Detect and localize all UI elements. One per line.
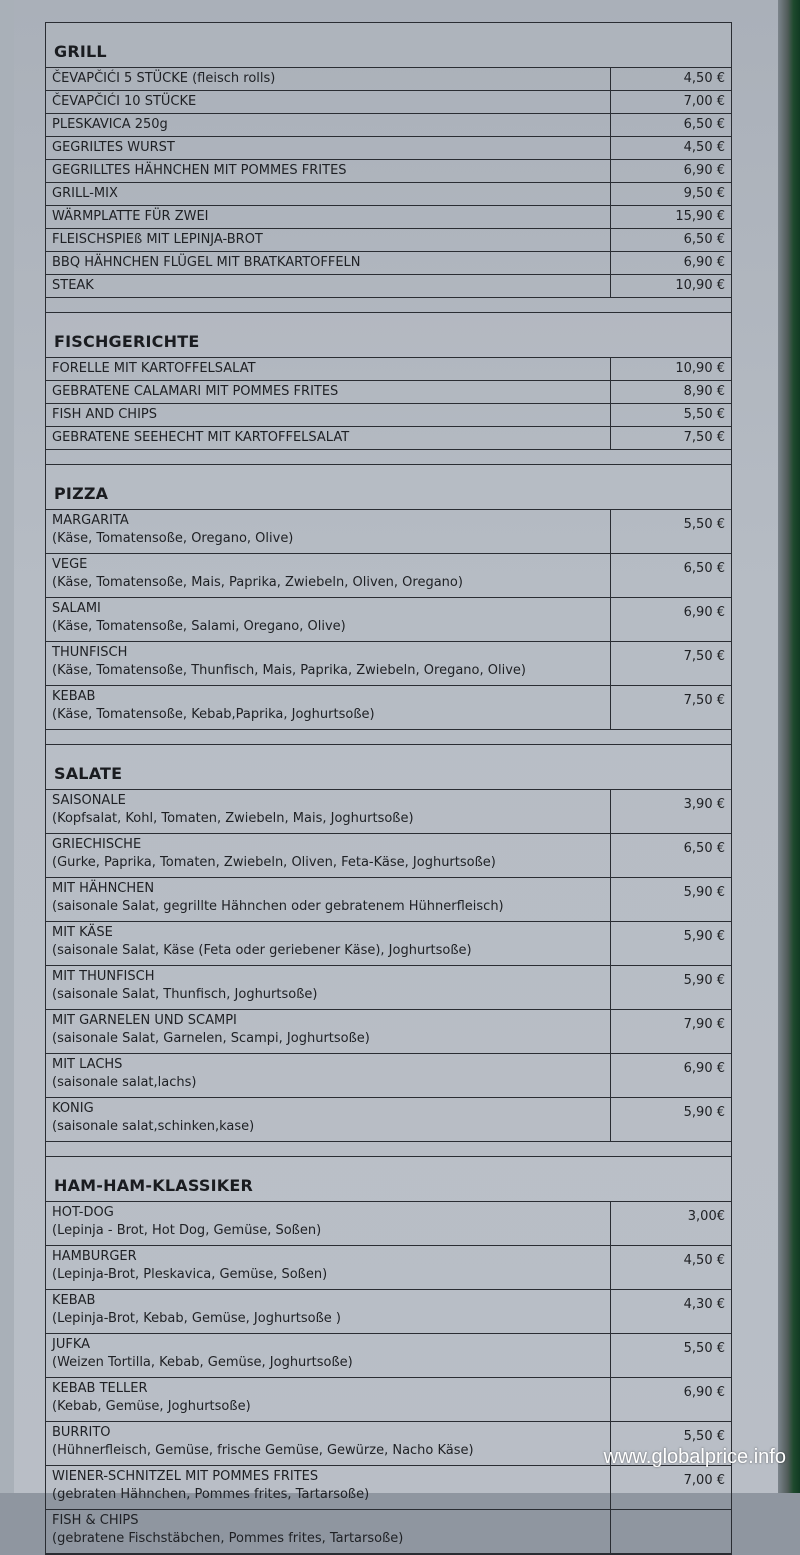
menu-item-name: FISH AND CHIPS [52, 407, 158, 422]
menu-item-price: 7,90 € [683, 1017, 725, 1032]
menu-item-price: 5,90 € [683, 973, 725, 988]
menu-item-description: (Käse, Tomatensoße, Mais, Paprika, Zwiebeln, Oliven, Oregano) [52, 575, 463, 590]
menu-item-price: 6,50 € [683, 561, 725, 576]
menu-item-description: (Lepinja-Brot, Kebab, Gemüse, Joghurtsoße ) [52, 1311, 341, 1326]
menu-item-row [46, 1466, 731, 1510]
menu-item-name: FORELLE MIT KARTOFFELSALAT [52, 361, 256, 376]
menu-item-name: BURRITO [52, 1425, 111, 1440]
menu-item-name: ČEVAPČIĆI 10 STÜCKE [52, 94, 197, 109]
menu-item-name: HAMBURGER [52, 1249, 137, 1264]
menu-item-price: 7,00 € [683, 94, 725, 109]
menu-item-row [46, 381, 731, 404]
menu-item-price: 7,50 € [683, 693, 725, 708]
menu-item-row [46, 404, 731, 427]
watermark: www.globalprice.info [603, 1446, 786, 1468]
menu-item-price: 5,90 € [683, 929, 725, 944]
menu-item-row [46, 1054, 731, 1098]
menu-item-name-cell [46, 1510, 611, 1553]
menu-item-description: (Lepinja-Brot, Pleskavica, Gemüse, Soßen) [52, 1267, 328, 1282]
menu-item-row [46, 642, 731, 686]
menu-item-name: GRILL-MIX [52, 186, 118, 201]
menu-item-row [46, 68, 731, 91]
menu-item-name: KONIG [52, 1101, 94, 1116]
menu-item-description: (Kebab, Gemüse, Joghurtsoße) [52, 1399, 251, 1414]
menu-item-description: (saisonale salat,schinken,kase) [52, 1119, 255, 1134]
menu-item-price: 7,50 € [683, 430, 725, 445]
section-title: HAM-HAM-KLASSIKER [54, 1176, 253, 1195]
menu-item-name-cell [46, 68, 611, 90]
menu-item-name: PLESKAVICA 250g [52, 117, 168, 132]
menu-item-name-cell [46, 183, 611, 205]
menu-item-name: KEBAB [52, 1293, 96, 1308]
menu-item-row [46, 275, 731, 298]
menu-item-name-cell [46, 229, 611, 251]
menu-item-row [46, 790, 731, 834]
menu-item-row [46, 686, 731, 730]
menu-item-row [46, 1290, 731, 1334]
menu-item-row [46, 598, 731, 642]
menu-item-price: 6,50 € [683, 117, 725, 132]
menu-item-description: (Hühnerfleisch, Gemüse, frische Gemüse, Gewürze, Nacho Käse) [52, 1443, 474, 1458]
menu-item-price: 6,50 € [683, 841, 725, 856]
menu-item-name-cell [46, 91, 611, 113]
menu-item-name: GEGRILTES WURST [52, 140, 175, 155]
menu-item-name-cell [46, 1290, 611, 1333]
menu-item-row [46, 966, 731, 1010]
menu-item-price: 4,50 € [683, 71, 725, 86]
menu-item-name: ČEVAPČIĆI 5 STÜCKE (fleisch rolls) [52, 71, 276, 86]
section-header [46, 745, 731, 790]
menu-item-name: MIT KÄSE [52, 925, 113, 940]
menu-item-price: 4,30 € [683, 1297, 725, 1312]
menu-item-price: 6,90 € [683, 605, 725, 620]
menu-item-name: MIT LACHS [52, 1057, 123, 1072]
menu-item-description: (gebratene Fischstäbchen, Pommes frites, Tartarsoße) [52, 1531, 404, 1546]
menu-item-name-cell [46, 510, 611, 553]
menu-item-price: 9,50 € [683, 186, 725, 201]
menu-cover-edge [778, 0, 800, 1493]
menu-item-name: THUNFISCH [52, 645, 128, 660]
menu-item-description: (saisonale salat,lachs) [52, 1075, 197, 1090]
menu-item-row [46, 1334, 731, 1378]
menu-item-row [46, 358, 731, 381]
menu-item-name-cell [46, 427, 611, 449]
menu-item-price: 3,00€ [687, 1209, 725, 1224]
menu-item-row [46, 160, 731, 183]
menu-item-price: 6,90 € [683, 1385, 725, 1400]
menu-item-name: HOT-DOG [52, 1205, 114, 1220]
menu-item-row [46, 1010, 731, 1054]
section-title: GRILL [54, 42, 107, 61]
menu-item-row [46, 1098, 731, 1142]
menu-item-description: (Käse, Tomatensoße, Thunfisch, Mais, Paprika, Zwiebeln, Oregano, Olive) [52, 663, 526, 678]
menu-item-price: 5,50 € [683, 517, 725, 532]
menu-item-row [46, 1202, 731, 1246]
menu-item-price: 5,50 € [683, 407, 725, 422]
menu-item-price: 5,50 € [683, 1341, 725, 1356]
menu-item-name-cell [46, 834, 611, 877]
menu-item-description: (saisonale Salat, gegrillte Hähnchen oder gebratenem Hühnerfleisch) [52, 899, 504, 914]
menu-item-name-cell [46, 966, 611, 1009]
menu-item-row [46, 510, 731, 554]
menu-item-name-cell [46, 275, 611, 297]
section-header [46, 23, 731, 68]
menu-item-name-cell [46, 206, 611, 228]
menu-item-price: 3,90 € [683, 797, 725, 812]
menu-item-name-cell [46, 1334, 611, 1377]
menu-item-name: WÄRMPLATTE FÜR ZWEI [52, 209, 209, 224]
menu-item-price: 10,90 € [675, 278, 725, 293]
menu-item-price: 6,90 € [683, 1061, 725, 1076]
menu-item-name: MIT THUNFISCH [52, 969, 155, 984]
menu-item-description: (gebraten Hähnchen, Pommes frites, Tartarsoße) [52, 1487, 370, 1502]
section-header [46, 1157, 731, 1202]
menu-item-name-cell [46, 1246, 611, 1289]
menu-item-price: 5,90 € [683, 1105, 725, 1120]
menu-item-name: STEAK [52, 278, 94, 293]
menu-item-description: (Gurke, Paprika, Tomaten, Zwiebeln, Oliven, Feta-Käse, Joghurtsoße) [52, 855, 496, 870]
menu-item-description: (saisonale Salat, Garnelen, Scampi, Joghurtsoße) [52, 1031, 370, 1046]
menu-item-price: 10,90 € [675, 361, 725, 376]
menu-item-price: 6,50 € [683, 232, 725, 247]
menu-item-name-cell [46, 1378, 611, 1421]
menu-item-price [611, 1510, 731, 1553]
menu-item-row [46, 878, 731, 922]
section-header [46, 313, 731, 358]
menu-item-name-cell [46, 137, 611, 159]
menu-item-name-cell [46, 686, 611, 729]
menu-item-name: GEGRILLTES HÄHNCHEN MIT POMMES FRITES [52, 163, 347, 178]
menu-item-price: 7,50 € [683, 649, 725, 664]
menu-item-name: FLEISCHSPIEß MIT LEPINJA-BROT [52, 232, 263, 247]
menu-item-row [46, 1246, 731, 1290]
menu-item-name: KEBAB TELLER [52, 1381, 148, 1396]
section-spacer [46, 298, 731, 313]
menu-item-row [46, 252, 731, 275]
menu-item-name-cell [46, 790, 611, 833]
menu-item-row [46, 834, 731, 878]
menu-item-row [46, 114, 731, 137]
menu-item-price: 15,90 € [675, 209, 725, 224]
menu-item-name: GEBRATENE SEEHECHT MIT KARTOFFELSALAT [52, 430, 350, 445]
menu-item-row [46, 554, 731, 598]
menu-item-name: SALAMI [52, 601, 101, 616]
menu-item-name-cell [46, 922, 611, 965]
menu-item-name: FISH & CHIPS [52, 1513, 139, 1528]
section-spacer [46, 1142, 731, 1157]
menu-item-row [46, 91, 731, 114]
menu-item-name-cell [46, 1466, 611, 1509]
menu-item-name: MIT GARNELEN UND SCAMPI [52, 1013, 237, 1028]
menu-item-row [46, 137, 731, 160]
menu-item-name-cell [46, 1054, 611, 1097]
menu-item-name: SAISONALE [52, 793, 126, 808]
menu-item-name-cell [46, 878, 611, 921]
section-title: SALATE [54, 764, 123, 783]
menu-item-description: (Weizen Tortilla, Kebab, Gemüse, Joghurtsoße) [52, 1355, 353, 1370]
menu-item-name-cell [46, 1202, 611, 1245]
menu-item-name: GRIECHISCHE [52, 837, 142, 852]
adjacent-page-edge [0, 0, 15, 1493]
menu-item-price: 4,50 € [683, 1253, 725, 1268]
menu-item-price: 8,90 € [683, 384, 725, 399]
menu-item-price: 5,90 € [683, 885, 725, 900]
menu-item-name: MARGARITA [52, 513, 129, 528]
menu-item-description: (Käse, Tomatensoße, Oregano, Olive) [52, 531, 294, 546]
menu-item-name-cell [46, 381, 611, 403]
menu-item-name: JUFKA [52, 1337, 91, 1352]
menu-item-row [46, 229, 731, 252]
menu-item-description: (Käse, Tomatensoße, Salami, Oregano, Olive) [52, 619, 346, 634]
menu-item-name: WIENER-SCHNITZEL MIT POMMES FRITES [52, 1469, 319, 1484]
menu-item-name-cell [46, 554, 611, 597]
menu-item-description: (Kopfsalat, Kohl, Tomaten, Zwiebeln, Mais, Joghurtsoße) [52, 811, 414, 826]
menu-item-name-cell [46, 404, 611, 426]
section-title: FISCHGERICHTE [54, 332, 200, 351]
menu-item-price: 6,90 € [683, 255, 725, 270]
section-spacer [46, 450, 731, 465]
menu-item-description: (saisonale Salat, Thunfisch, Joghurtsoße) [52, 987, 318, 1002]
menu-item-price: 6,90 € [683, 163, 725, 178]
menu-item-row [46, 206, 731, 229]
menu-item-name-cell [46, 358, 611, 380]
section-spacer [46, 730, 731, 745]
menu-item-name-cell [46, 1010, 611, 1053]
menu-item-name: GEBRATENE CALAMARI MIT POMMES FRITES [52, 384, 339, 399]
menu-item-row [46, 1378, 731, 1422]
menu-item-description: (Lepinja - Brot, Hot Dog, Gemüse, Soßen) [52, 1223, 322, 1238]
menu-item-name: VEGE [52, 557, 88, 572]
menu-item-description: (Käse, Tomatensoße, Kebab,Paprika, Joghurtsoße) [52, 707, 375, 722]
menu-item-row [46, 183, 731, 206]
menu-item-description: (saisonale Salat, Käse (Feta oder geriebener Käse), Joghurtsoße) [52, 943, 472, 958]
menu-item-name-cell [46, 114, 611, 136]
section-header [46, 465, 731, 510]
menu-item-price: 7,00 € [683, 1473, 725, 1488]
menu-item-price: 5,50 € [683, 1429, 725, 1444]
menu-item-name-cell [46, 160, 611, 182]
menu-item-name-cell [46, 642, 611, 685]
menu-item-row [46, 922, 731, 966]
menu-item-price: 4,50 € [683, 140, 725, 155]
menu-item-name-cell [46, 252, 611, 274]
menu-item-name-cell [46, 1098, 611, 1141]
menu-table [45, 22, 732, 1555]
menu-item-name: KEBAB [52, 689, 96, 704]
menu-item-name-cell [46, 598, 611, 641]
menu-item-row [46, 1510, 731, 1554]
section-title: PIZZA [54, 484, 109, 503]
menu-item-name-cell [46, 1422, 611, 1465]
menu-item-row [46, 427, 731, 450]
menu-item-name: MIT HÄHNCHEN [52, 881, 155, 896]
menu-item-name: BBQ HÄHNCHEN FLÜGEL MIT BRATKARTOFFELN [52, 255, 361, 270]
